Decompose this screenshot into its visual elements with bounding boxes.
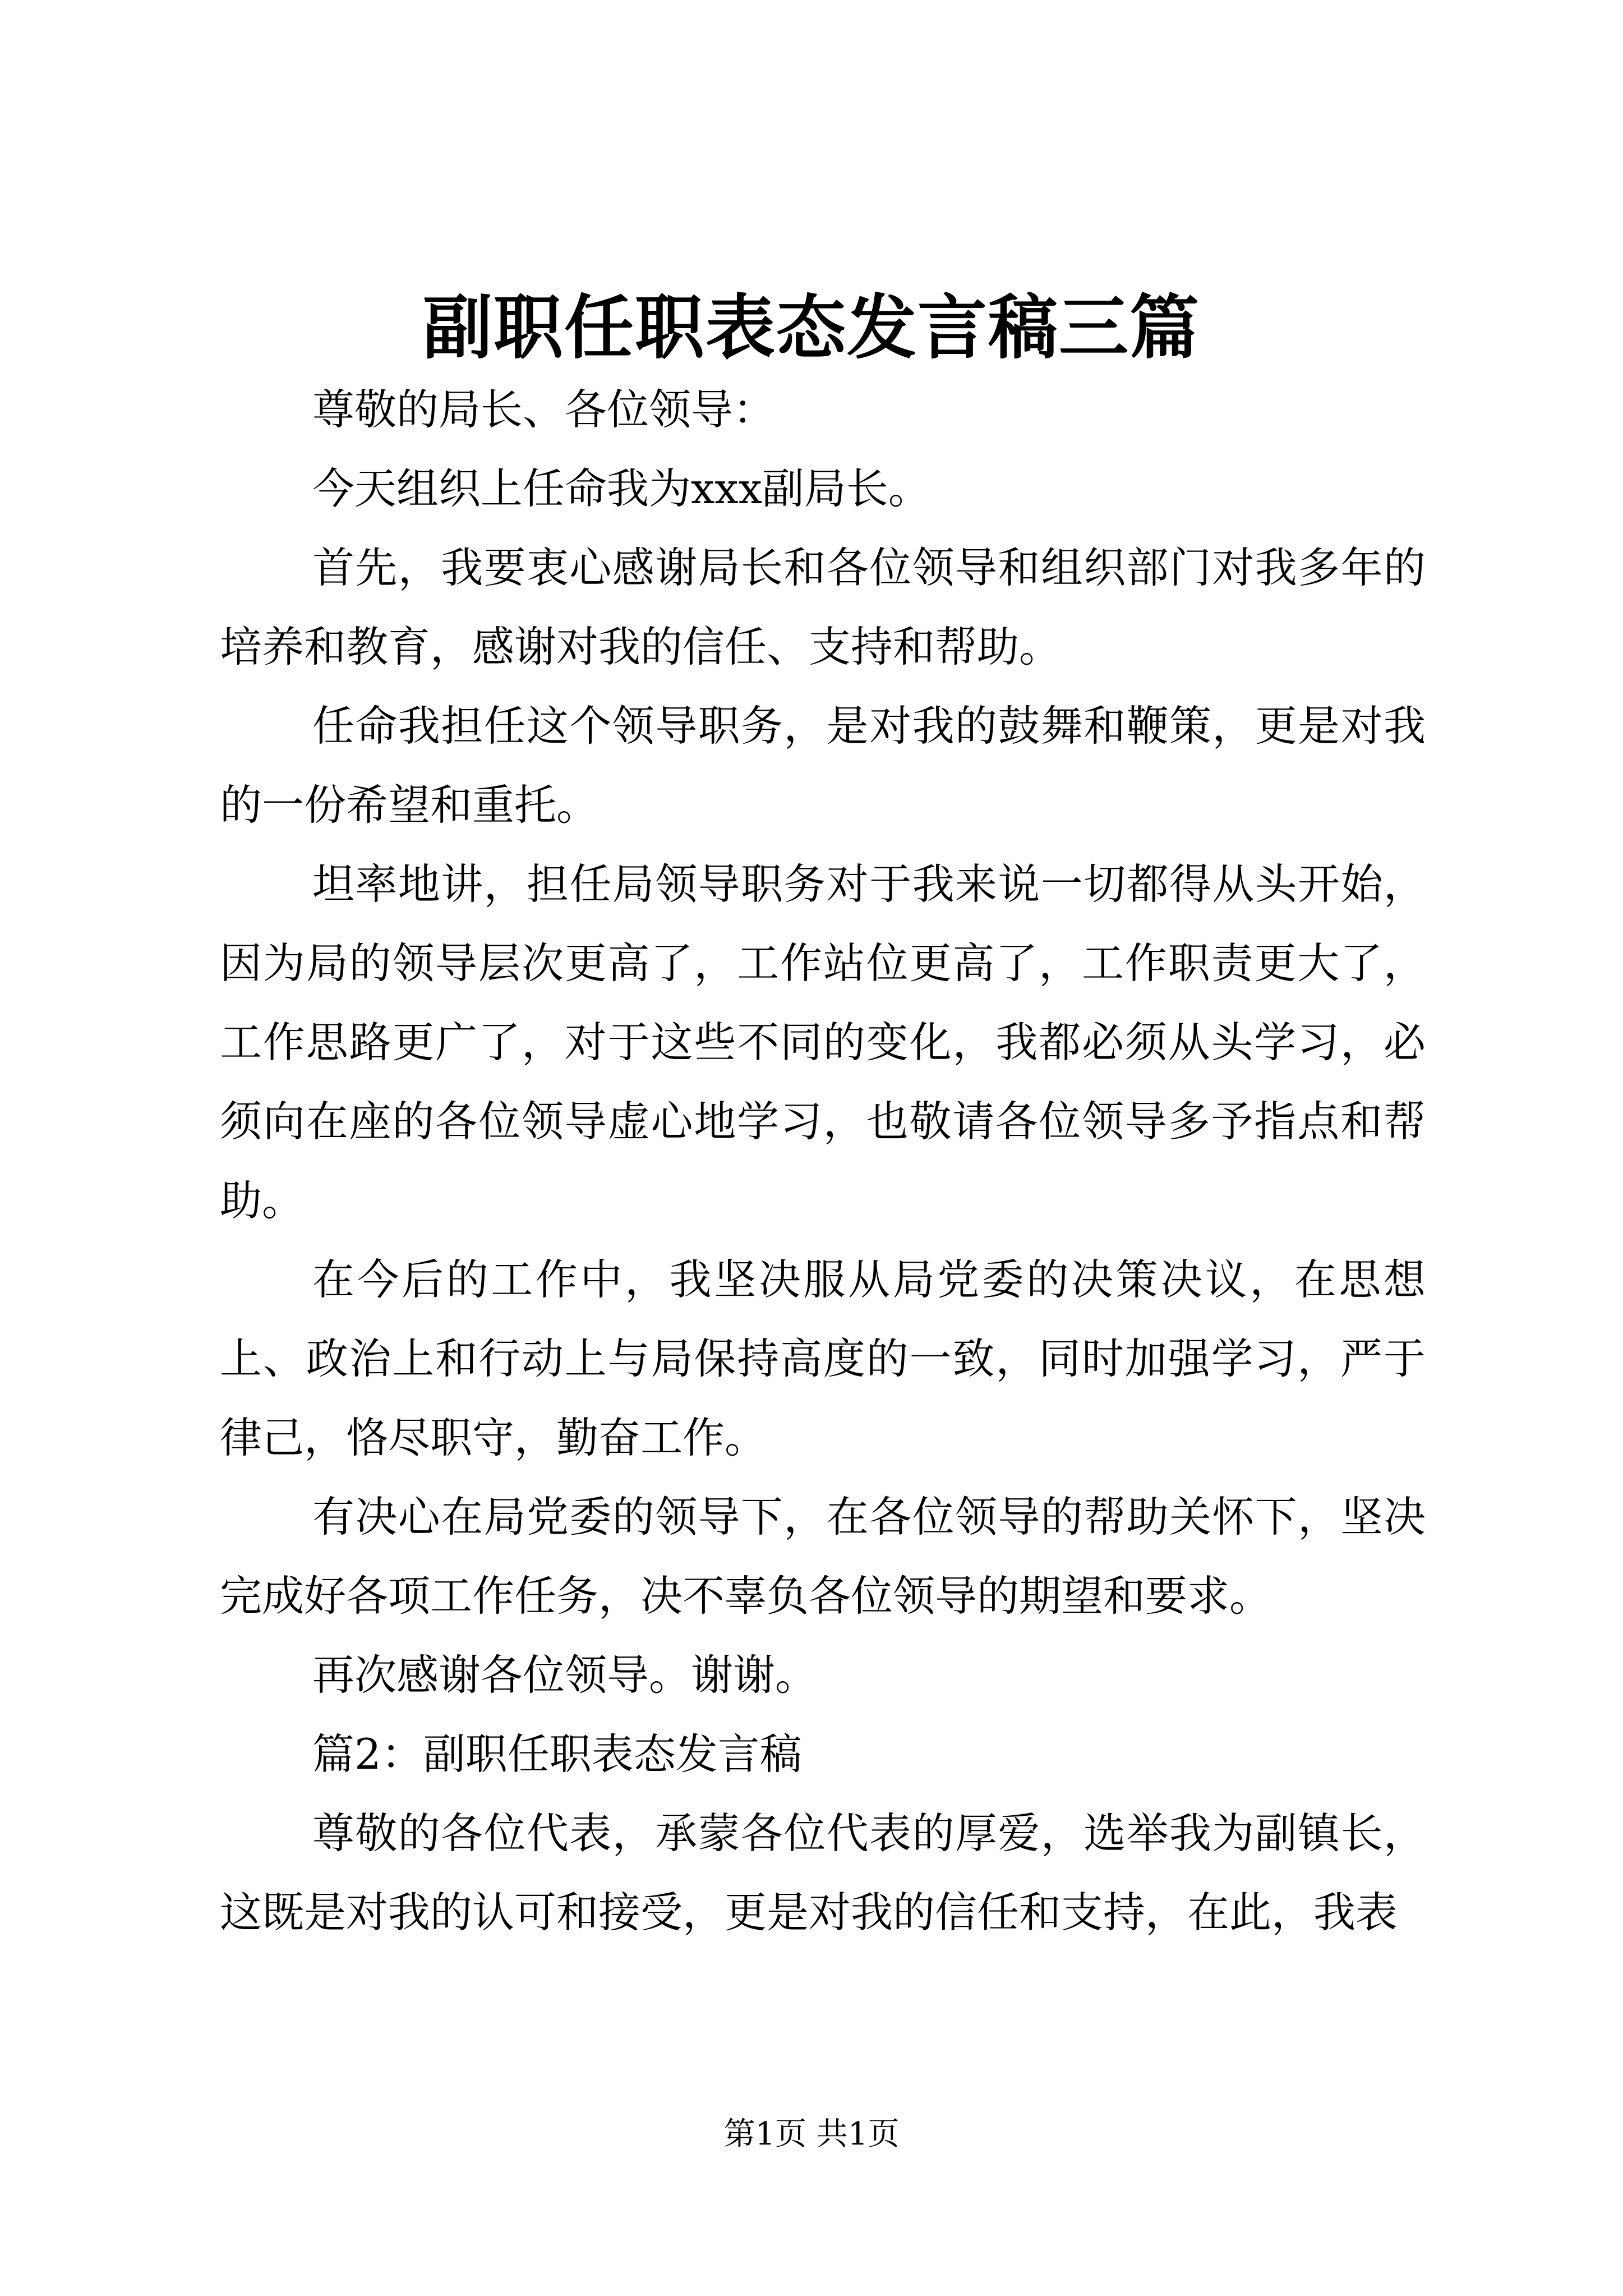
section-heading-2: 篇2：副职任职表态发言稿 — [312, 1729, 802, 1779]
paragraph-determination: 有决心在局党委的领导下，在各位领导的帮助关怀下，坚决完成好各项工作任务，决不辜负各位领导的期望和要求。 — [220, 1492, 1426, 1621]
page-footer: 第1页 共1页 — [723, 2116, 900, 2152]
paragraph-closing: 再次感谢各位领导。谢谢。 — [312, 1650, 818, 1700]
paragraph-thanks: 首先，我要衷心感谢局长和各位领导和组织部门对我多年的培养和教育，感谢对我的信任、支持和帮助。 — [220, 543, 1426, 671]
paragraph-appointment: 今天组织上任命我为xxx副局长。 — [312, 464, 930, 513]
document-title: 副职任职表态发言稿三篇 — [422, 287, 1200, 369]
document-body — [220, 370, 1426, 1952]
paragraph-encouragement: 任命我担任这个领导职务，是对我的鼓舞和鞭策，更是对我的一份希望和重托。 — [220, 701, 1426, 830]
paragraph-learning: 坦率地讲，担任局领导职务对于我来说一切都得从头开始，因为局的领导层次更高了，工作站位更高了，工作职责更大了，工作思路更广了，对于这些不同的变化，我都必须从头学习，必须向在座的各位领导虚心地学习，也敬请各位领导多予指点和帮助。 — [220, 859, 1426, 1225]
paragraph-section-2-opening: 尊敬的各位代表，承蒙各位代表的厚爱，选举我为副镇长，这既是对我的认可和接受，更是对我的信任和支持，在此，我表 — [220, 1809, 1426, 1937]
paragraph-salutation: 尊敬的局长、各位领导： — [312, 385, 776, 434]
paragraph-commitment: 在今后的工作中，我坚决服从局党委的决策决议，在思想上、政治上和行动上与局保持高度的一致，同时加强学习，严于律己，恪尽职守，勤奋工作。 — [220, 1255, 1426, 1462]
